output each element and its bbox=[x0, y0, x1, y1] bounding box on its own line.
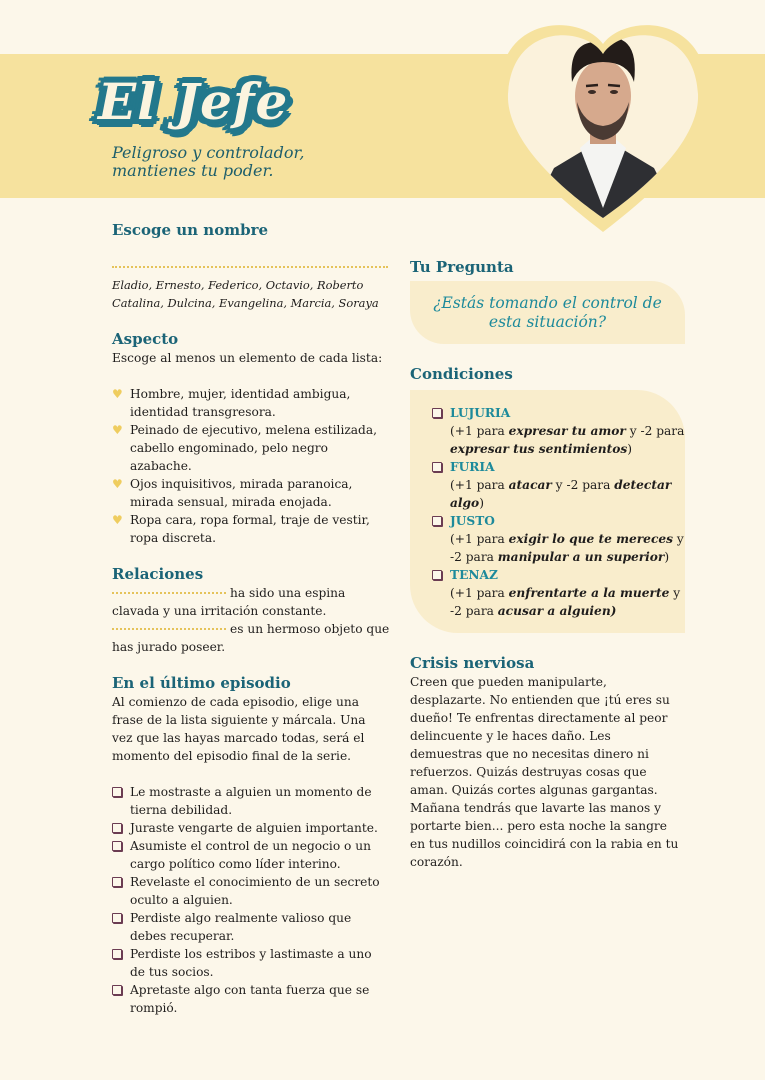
checkbox-icon[interactable] bbox=[432, 570, 442, 580]
condition-desc: (+1 para exigir lo que te mereces y -2 para manipular a un superior) bbox=[450, 532, 684, 564]
checkbox-icon[interactable] bbox=[112, 823, 122, 833]
relation-item: es un hermoso objeto que has jurado poseer. bbox=[112, 622, 390, 654]
look-heading: Aspecto bbox=[112, 330, 179, 348]
right-column bbox=[410, 257, 685, 871]
conditions-heading: Condiciones bbox=[410, 365, 513, 383]
look-item: ♥ Peinado de ejecutivo, melena estilizada, cabello engominado, pelo negro azabache. bbox=[112, 423, 377, 473]
checkbox-icon[interactable] bbox=[112, 985, 122, 995]
relation-item: ha sido una espina clavada y una irritación constante. bbox=[112, 586, 346, 618]
checkbox-icon[interactable] bbox=[432, 462, 442, 472]
last-episode-heading: En el último episodio bbox=[112, 674, 291, 692]
left-column bbox=[112, 220, 390, 1017]
look-list bbox=[112, 385, 390, 547]
condition-name: FURIA bbox=[450, 460, 495, 474]
condition-item bbox=[432, 512, 685, 566]
episode-list bbox=[112, 783, 390, 1017]
names-line-1: Eladio, Ernesto, Federico, Octavio, Roberto bbox=[112, 278, 364, 292]
heart-icon: ♥ bbox=[112, 387, 123, 401]
question-heading: Tu Pregunta bbox=[410, 258, 514, 276]
episode-item: Apretaste algo con tanta fuerza que se rompió. bbox=[112, 981, 390, 1017]
names-line-2: Catalina, Dulcina, Evangelina, Marcia, Soraya bbox=[112, 296, 379, 310]
checkbox-icon[interactable] bbox=[112, 913, 122, 923]
episode-item: Perdiste algo realmente valioso que debes recuperar. bbox=[112, 909, 390, 945]
episode-item: Revelaste el conocimiento de un secreto oculto a alguien. bbox=[112, 873, 390, 909]
condition-item bbox=[432, 458, 685, 512]
condition-item bbox=[432, 404, 685, 458]
checkbox-icon[interactable] bbox=[112, 841, 122, 851]
relation-blank[interactable] bbox=[112, 628, 226, 630]
condition-desc: (+1 para enfrentarte a la muerte y -2 para acusar a alguien) bbox=[450, 586, 681, 618]
relation-blank[interactable] bbox=[112, 592, 226, 594]
episode-item: Le mostraste a alguien un momento de tierna debilidad. bbox=[112, 783, 390, 819]
crisis-text: Creen que pueden manipularte, desplazarte. No entienden que ¡tú eres su dueño! Te enfrentas directamente al peor delincuente y le haces daño. Les demuestras que no necesitas dinero ni refuerzos. Quizás destruyas cosas que aman. Quizás cortes algunas gargantas. Mañana tendrás que lavarte las manos y portarte bien... pero esta noche la sangre en tus nudillos coincidirá con la rabia en tu corazón. bbox=[410, 675, 679, 869]
question-text: ¿Estás tomando el control de esta situación? bbox=[433, 293, 662, 331]
episode-item: Asumiste el control de un negocio o un cargo político como líder interino. bbox=[112, 837, 390, 873]
look-item: ♥ Hombre, mujer, identidad ambigua, identidad transgresora. bbox=[112, 387, 351, 419]
checkbox-icon[interactable] bbox=[112, 787, 122, 797]
condition-desc: (+1 para atacar y -2 para detectar algo) bbox=[450, 478, 672, 510]
heart-icon: ♥ bbox=[112, 477, 123, 491]
question-box bbox=[410, 281, 685, 344]
condition-desc: (+1 para expresar tu amor y -2 para expresar tus sentimientos) bbox=[450, 424, 685, 456]
checkbox-icon[interactable] bbox=[432, 408, 442, 418]
page-title: El Jefe bbox=[98, 72, 289, 131]
tagline-line-1: Peligroso y controlador, bbox=[112, 143, 305, 162]
heart-icon: ♥ bbox=[112, 423, 123, 437]
crisis-heading: Crisis nerviosa bbox=[410, 654, 535, 672]
look-item: ♥ Ojos inquisitivos, mirada paranoica, mirada sensual, mirada enojada. bbox=[112, 477, 353, 509]
name-heading: Escoge un nombre bbox=[112, 221, 269, 239]
conditions-box bbox=[410, 390, 685, 633]
episode-item: Perdiste los estribos y lastimaste a uno de tus socios. bbox=[112, 945, 390, 981]
relations-heading: Relaciones bbox=[112, 565, 204, 583]
checkbox-icon[interactable] bbox=[112, 877, 122, 887]
tagline bbox=[112, 144, 372, 180]
episode-item: Juraste vengarte de alguien importante. bbox=[112, 819, 390, 837]
look-item: ♥ Ropa cara, ropa formal, traje de vestir, ropa discreta. bbox=[112, 513, 370, 545]
portrait-heart bbox=[494, 18, 712, 236]
tagline-line-2: mantienes tu poder. bbox=[112, 161, 274, 180]
checkbox-icon[interactable] bbox=[432, 516, 442, 526]
heart-icon: ♥ bbox=[112, 513, 123, 527]
checkbox-icon[interactable] bbox=[112, 949, 122, 959]
last-episode-intro: Al comienzo de cada episodio, elige una frase de la lista siguiente y márcala. Una vez que las hayas marcado todas, será el momento del episodio final de la serie. bbox=[112, 695, 366, 763]
look-intro: Escoge al menos un elemento de cada lista: bbox=[112, 351, 383, 365]
heart-portrait-icon bbox=[494, 18, 712, 236]
condition-item bbox=[432, 566, 685, 620]
condition-name: LUJURIA bbox=[450, 406, 511, 420]
condition-name: TENAZ bbox=[450, 568, 498, 582]
condition-name: JUSTO bbox=[450, 514, 495, 528]
